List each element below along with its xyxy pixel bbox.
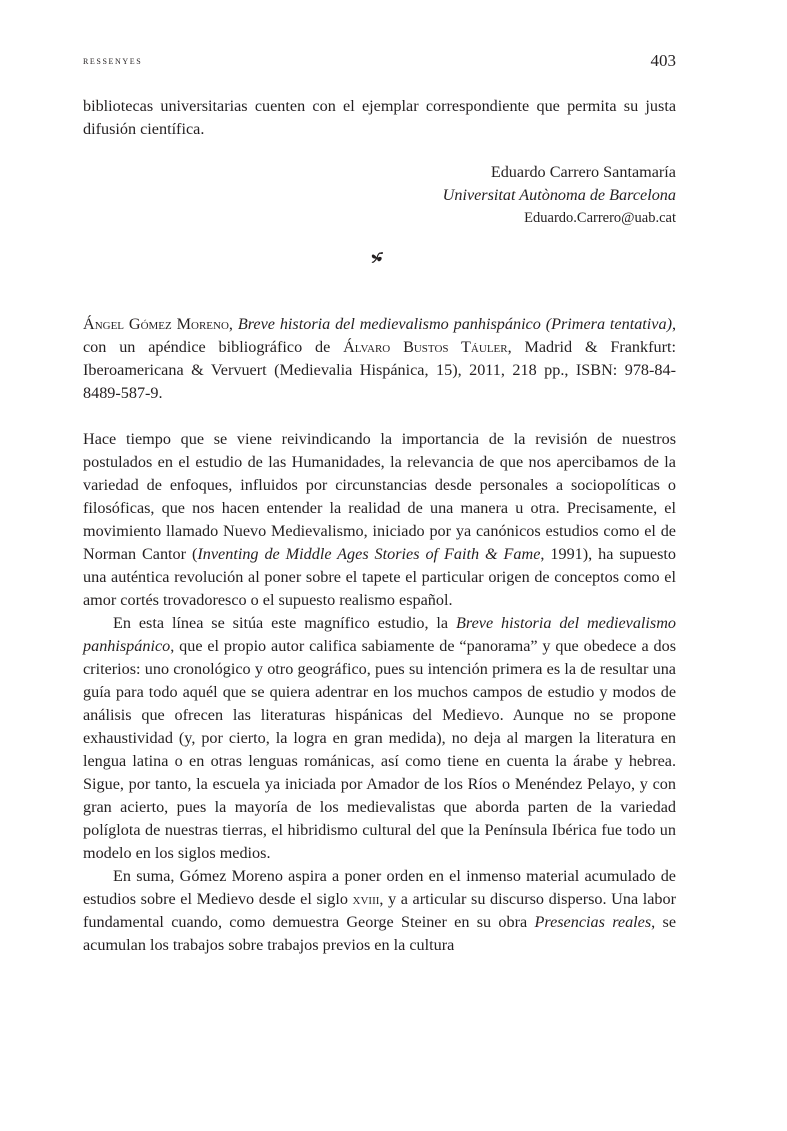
- review-p2-text-c: , que el propio autor califica sabiamente de “panorama” y que obedece a dos criterios: uno cronológico y otro geográfico, pues su intención primera es la de resultar una guía para todo aquél que se quiera adentrar en los muchos campos de estudio y modos de análisis que ofrecen las literaturas hispánicas del Medievo. Aunque no se propone exhaustividad (y, por cierto, la logra en gran medida), no deja al margen la literatura en lengua latina o en otras lenguas románicas, así como tiene en cuenta la árabe y hebrea. Sigue, por tanto, la escuela ya iniciada por Amador de los Ríos o Menéndez Pelayo, y con gran acierto, pues la mayoría de los medievalistas que aborda parten de la variedad políglota de nuestras tierras, el hibridismo cultural del que la Península Ibérica fue todo un modelo en los siglos medios.: [83, 637, 676, 862]
- fleuron-icon: [369, 250, 385, 266]
- page-number: 403: [650, 51, 676, 70]
- reference-publication: , Madrid & Frankfurt: Iberoamericana & Vervuert (Medievalia Hispánica, 15), 2011, 218 pp., ISBN: 978-84-8489-587-9.: [83, 338, 676, 402]
- review-p2-cited-title: Breve historia del medievalismo panhispánico: [83, 614, 676, 655]
- running-head: [83, 53, 676, 75]
- review-p3-text-c: , se acumulan los trabajos sobre trabajos previos en la cultura: [83, 913, 676, 954]
- review-p3-text-b: , y a articular su discurso disperso. Una labor fundamental cuando, como demuestra George Steiner en su obra: [83, 890, 676, 931]
- review-paragraph-2: [83, 612, 676, 865]
- page: [83, 0, 676, 1131]
- book-author: Ángel Gómez Moreno: [83, 315, 229, 333]
- book-title: Breve historia del medievalismo panhispánico (Primera tentativa): [237, 315, 672, 333]
- running-title: ressenyes: [83, 55, 143, 67]
- continuation-paragraph: bibliotecas universitarias cuenten con el ejemplar correspondiente que permita su justa difusión científica.: [83, 97, 676, 138]
- review-body: [83, 428, 676, 957]
- appendix-author: Álvaro Bustos Táuler: [343, 338, 508, 356]
- review-p3-century: xviii: [352, 890, 380, 908]
- book-reference: [83, 313, 676, 405]
- reference-separator: ,: [228, 315, 238, 333]
- review-p1-text-c: , 1991), ha supuesto una auténtica revolución al poner sobre el tapete el particular origen de conceptos como el amor cortés trovadoresco o el supuesto realismo español.: [83, 545, 676, 609]
- review-paragraph-1: [83, 428, 676, 612]
- reviewer-affiliation: Universitat Autònoma de Barcelona: [442, 186, 676, 204]
- review-p2-text-a: En esta línea se sitúa este magnífico estudio, la: [113, 614, 457, 632]
- review-p1-cited-title: Inventing de Middle Ages Stories of Faith & Fame: [197, 545, 541, 563]
- review-p3-text-a: En suma, Gómez Moreno aspira a poner orden en el inmenso material acumulado de estudios sobre el Medievo desde el siglo: [83, 867, 676, 908]
- reference-middle: , con un apéndice bibliográfico de: [83, 315, 677, 356]
- reviewer-email: Eduardo.Carrero@uab.cat: [524, 210, 676, 226]
- review-p3-cited-title: Presencias reales: [534, 913, 652, 931]
- reviewer-signature: [443, 161, 676, 230]
- reviewer-name: Eduardo Carrero Santamaría: [490, 163, 676, 181]
- review-p1-text-a: Hace tiempo que se viene reivindicando la importancia de la revisión de nuestros postulados en el estudio de las Humanidades, la relevancia de que nos apercibamos de la variedad de enfoques, influidos por circunstancias desde personales a sociopolíticas o filosóficas, que nos hacen entender la realidad de una manera u otra. Precisamente, el movimiento llamado Nuevo Medievalismo, iniciado por ya canónicos estudios como el de Norman Cantor (: [83, 430, 676, 563]
- review-paragraph-3: [83, 865, 676, 957]
